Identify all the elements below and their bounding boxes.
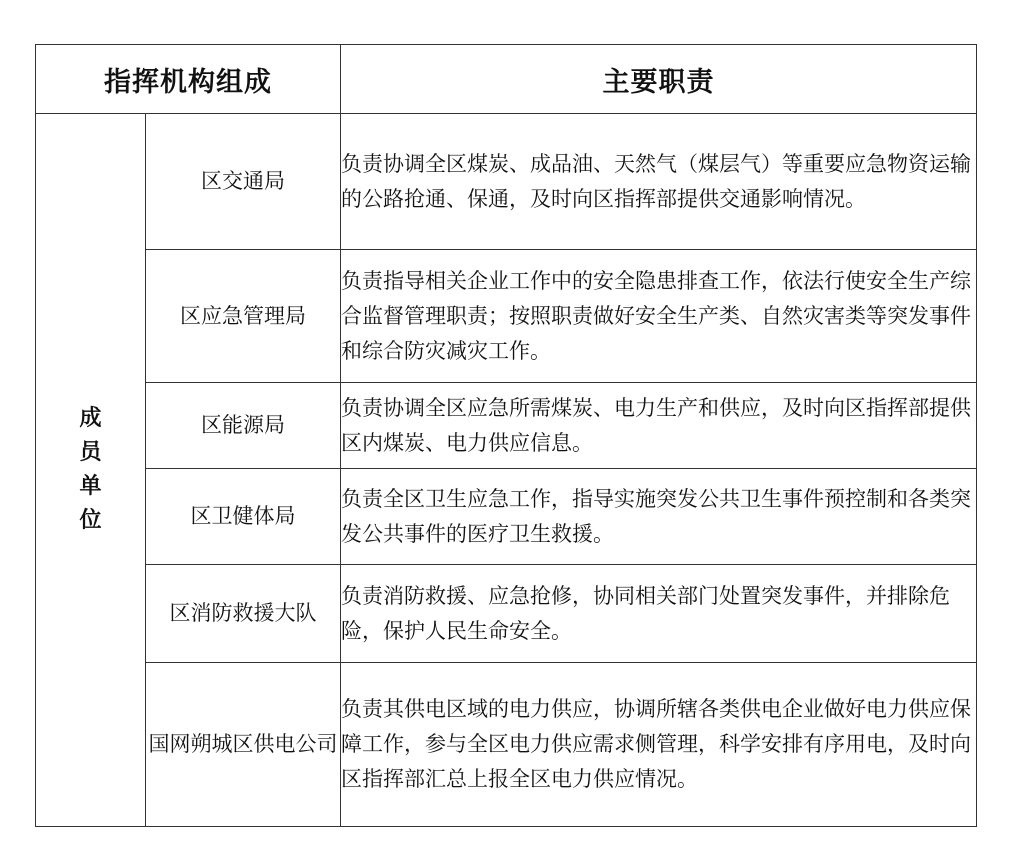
member-units-label: 成员单位 xyxy=(79,406,102,533)
member-units-cell xyxy=(36,114,146,827)
table-row xyxy=(36,383,977,469)
header-duties: 主要职责 xyxy=(341,45,977,114)
unit-name: 国网朔城区供电公司 xyxy=(146,663,341,827)
header-row xyxy=(36,45,977,114)
table-row xyxy=(36,250,977,383)
unit-duty: 负责消防救援、应急抢修，协同相关部门处置突发事件，并排除危险，保护人民生命安全。 xyxy=(341,565,977,663)
unit-duty: 负责其供电区域的电力供应，协调所辖各类供电企业做好电力供应保障工作，参与全区电力供应需求侧管理，科学安排有序用电，及时向区指挥部汇总上报全区电力供应情况。 xyxy=(341,663,977,827)
unit-duty: 负责协调全区应急所需煤炭、电力生产和供应，及时向区指挥部提供区内煤炭、电力供应信息。 xyxy=(341,383,977,469)
unit-duty: 负责指导相关企业工作中的安全隐患排查工作，依法行使安全生产综合监督管理职责；按照职责做好安全生产类、自然灾害类等突发事件和综合防灾减灾工作。 xyxy=(341,250,977,383)
duty-table xyxy=(35,44,977,827)
table-row xyxy=(36,663,977,827)
unit-duty: 负责全区卫生应急工作，指导实施突发公共卫生事件预控制和各类突发公共事件的医疗卫生救援。 xyxy=(341,469,977,565)
unit-name: 区能源局 xyxy=(146,383,341,469)
unit-name: 区应急管理局 xyxy=(146,250,341,383)
table-row xyxy=(36,114,977,250)
unit-name: 区消防救援大队 xyxy=(146,565,341,663)
unit-name: 区卫健体局 xyxy=(146,469,341,565)
unit-name: 区交通局 xyxy=(146,114,341,250)
table-row xyxy=(36,565,977,663)
header-composition: 指挥机构组成 xyxy=(36,45,341,114)
table-row xyxy=(36,469,977,565)
unit-duty: 负责协调全区煤炭、成品油、天然气（煤层气）等重要应急物资运输的公路抢通、保通，及时向区指挥部提供交通影响情况。 xyxy=(341,114,977,250)
